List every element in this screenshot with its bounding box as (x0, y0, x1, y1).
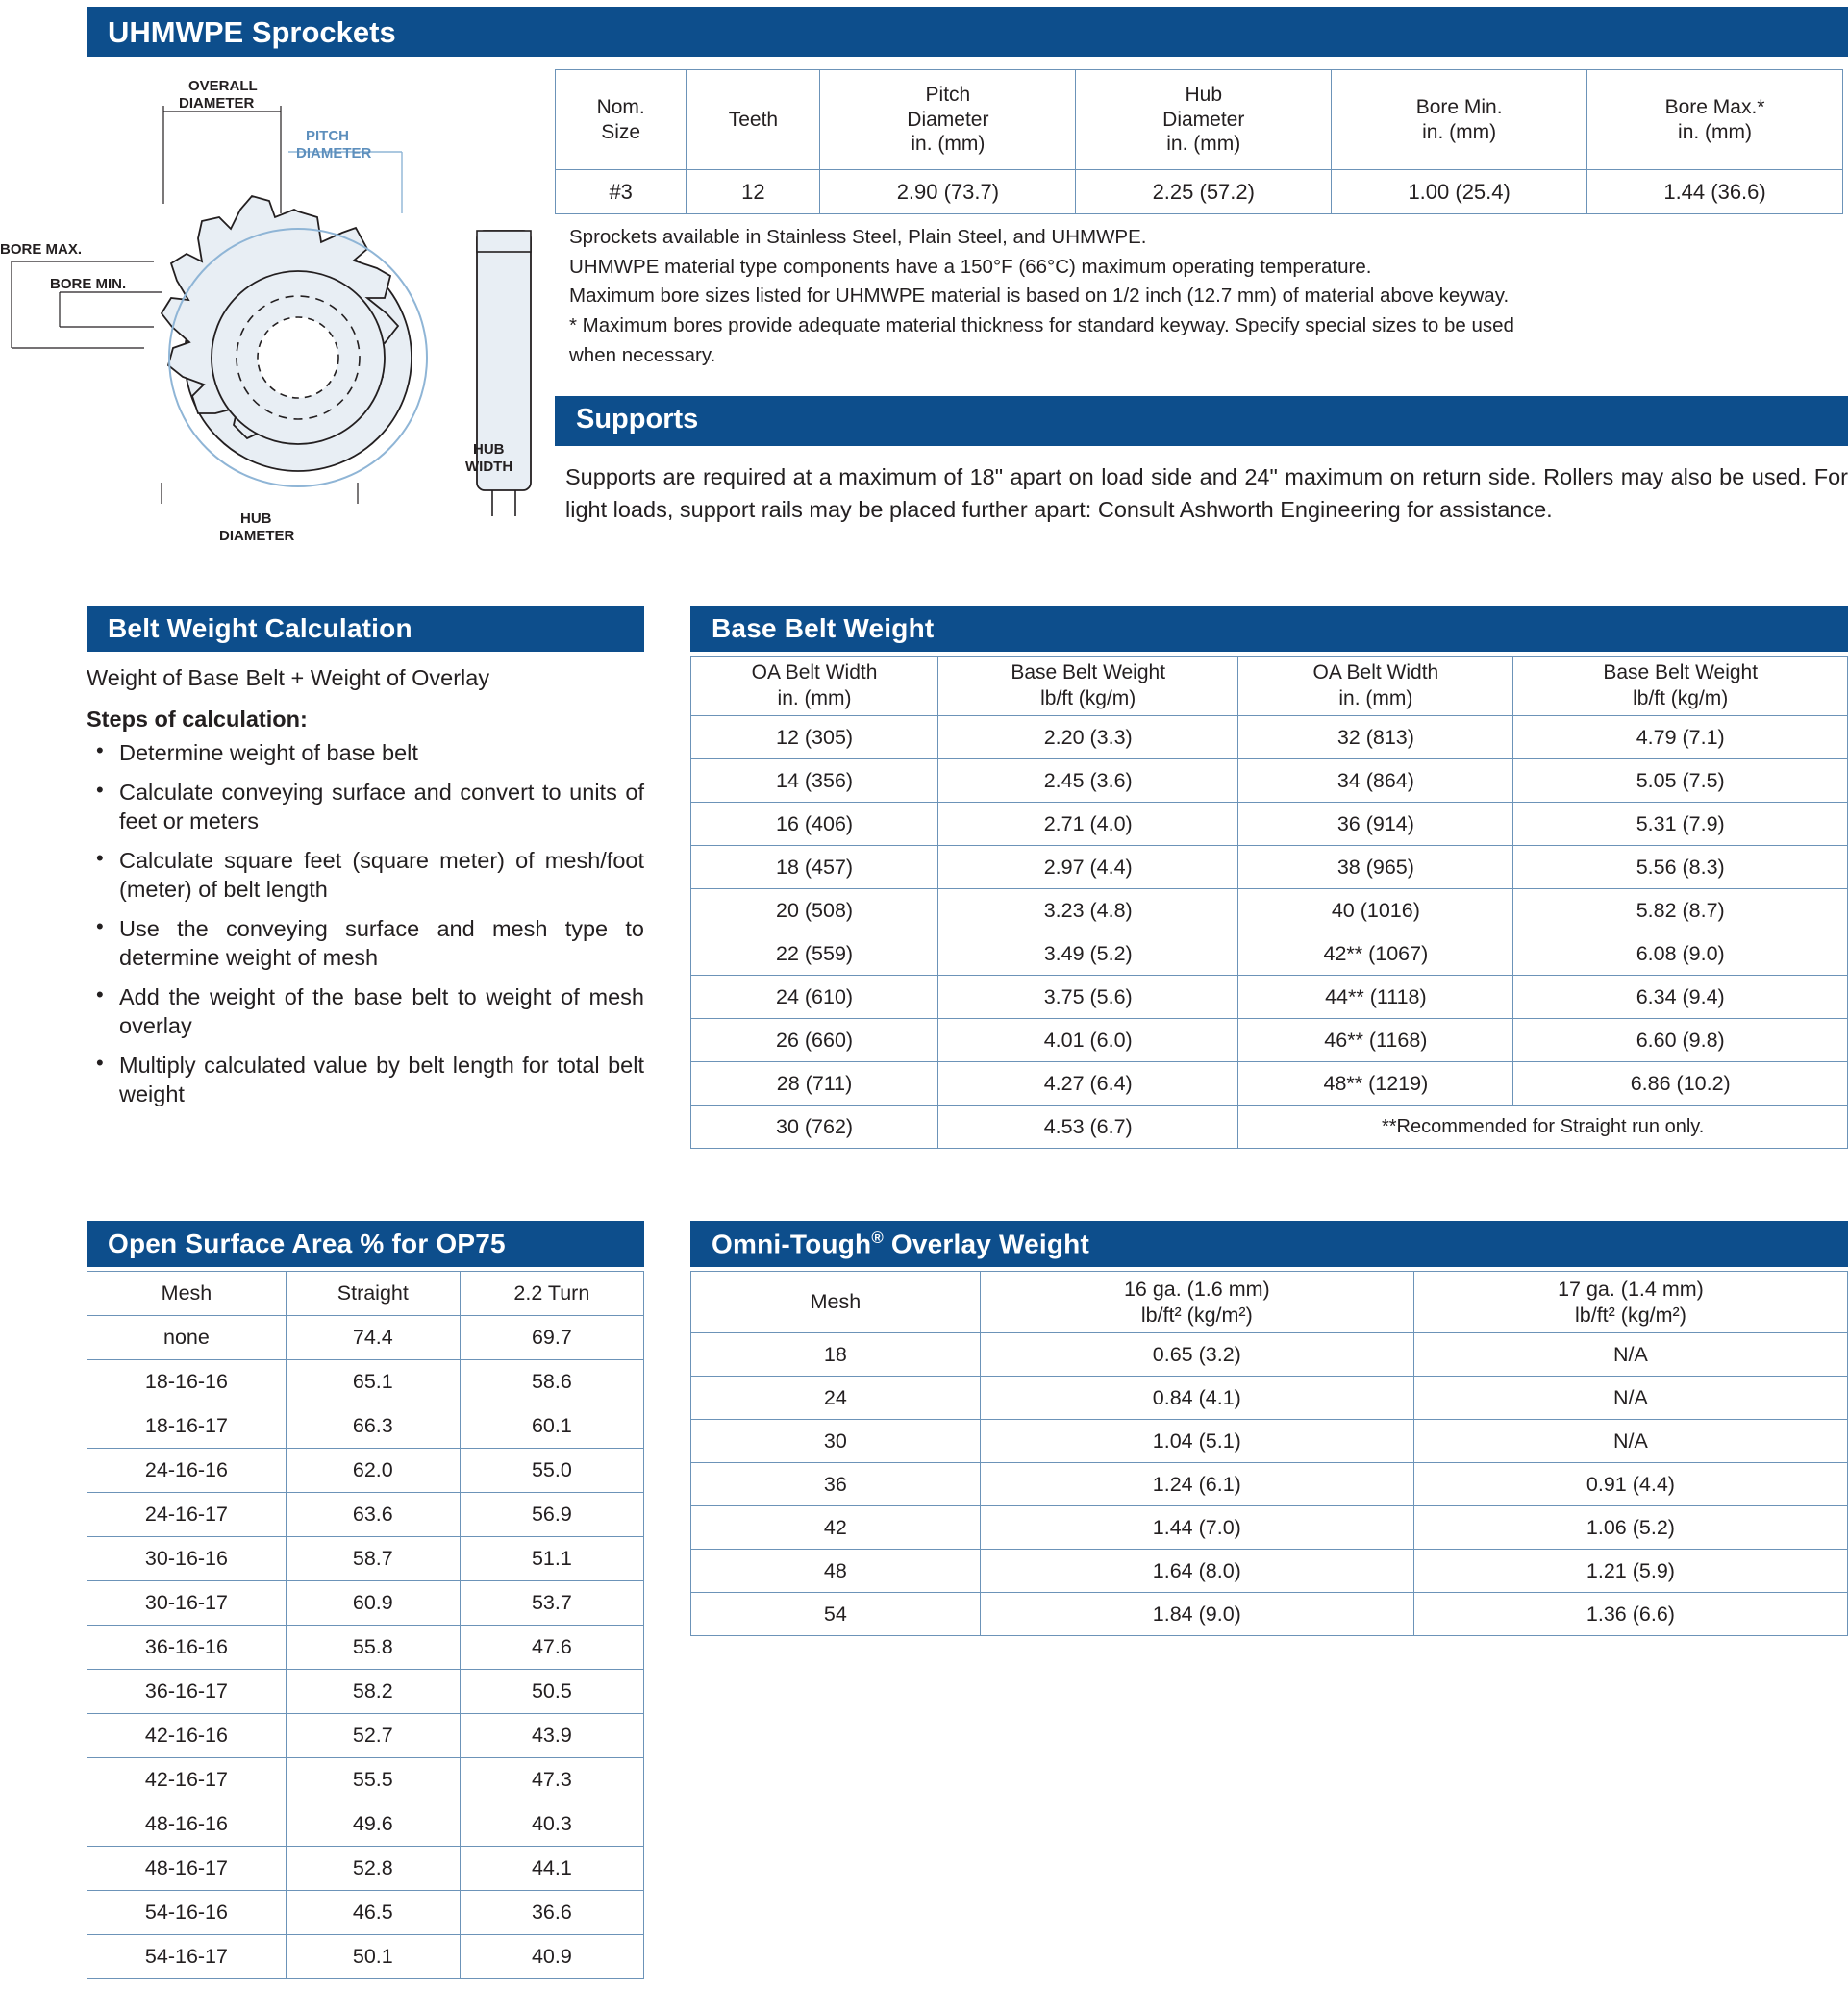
table-row (691, 1550, 1848, 1593)
table-row (87, 1891, 644, 1935)
header-notch (0, 0, 87, 67)
cell: N/A (1413, 1420, 1847, 1463)
cell: 26 (660) (691, 1019, 938, 1062)
cell: 24-16-16 (87, 1449, 287, 1493)
cell: 5.05 (7.5) (1513, 759, 1848, 803)
base-belt-weight-section (690, 606, 1848, 1149)
base-belt-weight-title: Base Belt Weight (712, 613, 935, 643)
page-title: UHMWPE Sprockets (108, 15, 396, 49)
footnote-cell: **Recommended for Straight run only. (1238, 1106, 1848, 1149)
table-row (87, 1626, 644, 1670)
omni-tough-table (690, 1271, 1848, 1636)
cell: 54-16-16 (87, 1891, 287, 1935)
cell: 40.9 (460, 1935, 643, 1979)
cell: 56.9 (460, 1493, 643, 1537)
table-row (691, 976, 1848, 1019)
cell: 18-16-16 (87, 1360, 287, 1404)
table-row (691, 759, 1848, 803)
cell: 1.04 (5.1) (980, 1420, 1413, 1463)
cell: 47.6 (460, 1626, 643, 1670)
table-row (691, 1333, 1848, 1377)
table-row (87, 1802, 644, 1847)
table-row (87, 1758, 644, 1802)
cell: 58.7 (286, 1537, 460, 1581)
cell: 3.75 (5.6) (938, 976, 1238, 1019)
note-line: * Maximum bores provide adequate material thickness for standard keyway. Specify special sizes to be used (569, 314, 1514, 337)
table-row (691, 889, 1848, 932)
open-surface-area-section (87, 1221, 644, 1979)
table-row (691, 1377, 1848, 1420)
cell: 20 (508) (691, 889, 938, 932)
cell: 48-16-16 (87, 1802, 287, 1847)
cell: 42-16-16 (87, 1714, 287, 1758)
label-hub-diameter-line2: DIAMETER (219, 528, 295, 544)
label-overall-diameter-line1: OVERALL (188, 78, 258, 94)
cell: 30-16-17 (87, 1581, 287, 1626)
table-header-row (556, 70, 1843, 170)
cell: 48 (691, 1550, 981, 1593)
note-line: Maximum bore sizes listed for UHMWPE material is based on 1/2 inch (12.7 mm) of material above keyway. (569, 285, 1510, 308)
cell: 1.44 (7.0) (980, 1506, 1413, 1550)
cell: 18 (691, 1333, 981, 1377)
cell: 4.79 (7.1) (1513, 716, 1848, 759)
cell: 0.84 (4.1) (980, 1377, 1413, 1420)
supports-text: Supports are required at a maximum of 18" apart on load side and 24" maximum on return side. Rollers may also be used. For light loads, support rails may be placed further apart: Consult Ashworth Engineering for assistance. (565, 464, 1848, 522)
cell: 24 (691, 1377, 981, 1420)
omni-tough-title (690, 1229, 1089, 1259)
table-row (87, 1714, 644, 1758)
col-16ga: 16 ga. (1.6 mm) lb/ft² (kg/m²) (980, 1272, 1413, 1333)
cell: 40 (1016) (1238, 889, 1513, 932)
list-item: • Calculate square feet (square meter) of mesh/foot (meter) of belt length (87, 846, 644, 905)
table-row (87, 1537, 644, 1581)
cell: 18 (457) (691, 846, 938, 889)
col-teeth: Teeth (687, 70, 820, 170)
cell: 42-16-17 (87, 1758, 287, 1802)
cell: 1.84 (9.0) (980, 1593, 1413, 1636)
cell: 1.21 (5.9) (1413, 1550, 1847, 1593)
cell: N/A (1413, 1377, 1847, 1420)
col-oa-belt-width-1: OA Belt Width in. (mm) (691, 657, 938, 716)
cell: 43.9 (460, 1714, 643, 1758)
cell: 6.08 (9.0) (1513, 932, 1848, 976)
base-belt-weight-header (690, 606, 1848, 652)
sprocket-spec-table (555, 69, 1843, 214)
table-row (87, 1316, 644, 1360)
cell: 55.5 (286, 1758, 460, 1802)
cell: 5.82 (8.7) (1513, 889, 1848, 932)
label-pitch-diameter-line1: PITCH (306, 128, 349, 144)
cell: 36 (691, 1463, 981, 1506)
cell: 2.97 (4.4) (938, 846, 1238, 889)
cell: 28 (711) (691, 1062, 938, 1106)
cell: 5.56 (8.3) (1513, 846, 1848, 889)
list-item: • Use the conveying surface and mesh type to determine weight of mesh (87, 914, 644, 973)
cell: 60.1 (460, 1404, 643, 1449)
omni-tough-header (690, 1221, 1848, 1267)
cell: 3.49 (5.2) (938, 932, 1238, 976)
cell-bore-max: 1.44 (36.6) (1587, 170, 1843, 214)
cell: 65.1 (286, 1360, 460, 1404)
registered-mark: ® (871, 1228, 884, 1247)
cell: 44.1 (460, 1847, 643, 1891)
cell: 5.31 (7.9) (1513, 803, 1848, 846)
cell: 0.65 (3.2) (980, 1333, 1413, 1377)
col-mesh: Mesh (691, 1272, 981, 1333)
cell: 50.5 (460, 1670, 643, 1714)
table-row (87, 1670, 644, 1714)
col-bore-max: Bore Max.* in. (mm) (1587, 70, 1843, 170)
cell: 74.4 (286, 1316, 460, 1360)
cell: 24 (610) (691, 976, 938, 1019)
table-row (691, 1106, 1848, 1149)
cell: 1.06 (5.2) (1413, 1506, 1847, 1550)
cell: 46.5 (286, 1891, 460, 1935)
omni-tough-overlay-weight-section (690, 1221, 1848, 1636)
cell: 63.6 (286, 1493, 460, 1537)
cell: 54-16-17 (87, 1935, 287, 1979)
label-bore-min: BORE MIN. (50, 276, 127, 292)
cell: 1.36 (6.6) (1413, 1593, 1847, 1636)
label-hub-diameter-line1: HUB (240, 510, 272, 527)
supports-title: Supports (576, 404, 699, 435)
sprocket-notes (569, 223, 1848, 371)
cell: 4.27 (6.4) (938, 1062, 1238, 1106)
cell: 44** (1118) (1238, 976, 1513, 1019)
cell: 1.24 (6.1) (980, 1463, 1413, 1506)
cell: 32 (813) (1238, 716, 1513, 759)
table-row (691, 1593, 1848, 1636)
cell: 0.91 (4.4) (1413, 1463, 1847, 1506)
cell: 36-16-16 (87, 1626, 287, 1670)
cell: 36.6 (460, 1891, 643, 1935)
col-oa-belt-width-2: OA Belt Width in. (mm) (1238, 657, 1513, 716)
table-row (691, 1506, 1848, 1550)
note-line: UHMWPE material type components have a 150°F (66°C) maximum operating temperature. (569, 255, 1372, 278)
cell: 58.6 (460, 1360, 643, 1404)
cell: 52.7 (286, 1714, 460, 1758)
cell: none (87, 1316, 287, 1360)
cell: 46** (1168) (1238, 1019, 1513, 1062)
cell: 2.20 (3.3) (938, 716, 1238, 759)
cell: 16 (406) (691, 803, 938, 846)
open-surface-area-header (87, 1221, 644, 1267)
table-row (87, 1935, 644, 1979)
label-pitch-diameter-line2: DIAMETER (296, 145, 372, 162)
table-row (87, 1493, 644, 1537)
table-row (87, 1449, 644, 1493)
table-row (691, 1062, 1848, 1106)
col-nom-size: Nom. Size (556, 70, 687, 170)
cell: 24-16-17 (87, 1493, 287, 1537)
list-item: • Multiply calculated value by belt length for total belt weight (87, 1051, 644, 1109)
table-row (87, 1581, 644, 1626)
cell: 51.1 (460, 1537, 643, 1581)
col-17ga: 17 ga. (1.4 mm) lb/ft² (kg/m²) (1413, 1272, 1847, 1333)
cell: 6.34 (9.4) (1513, 976, 1848, 1019)
table-row (691, 1019, 1848, 1062)
cell: 1.64 (8.0) (980, 1550, 1413, 1593)
cell: 48-16-17 (87, 1847, 287, 1891)
cell: 36-16-17 (87, 1670, 287, 1714)
cell: 42 (691, 1506, 981, 1550)
belt-weight-calculation-title: Belt Weight Calculation (108, 613, 412, 643)
col-mesh: Mesh (87, 1272, 287, 1316)
cell: 62.0 (286, 1449, 460, 1493)
cell: 6.86 (10.2) (1513, 1062, 1848, 1106)
cell: 6.60 (9.8) (1513, 1019, 1848, 1062)
cell: 34 (864) (1238, 759, 1513, 803)
table-row (691, 932, 1848, 976)
label-bore-max: BORE MAX. (0, 241, 83, 258)
cell: 58.2 (286, 1670, 460, 1714)
cell: 60.9 (286, 1581, 460, 1626)
note-line: Sprockets available in Stainless Steel, Plain Steel, and UHMWPE. (569, 226, 1147, 248)
col-base-belt-weight-2: Base Belt Weight lb/ft (kg/m) (1513, 657, 1848, 716)
cell: 50.1 (286, 1935, 460, 1979)
cell: 14 (356) (691, 759, 938, 803)
table-row (691, 846, 1848, 889)
cell: 30-16-16 (87, 1537, 287, 1581)
sprockets-header-band (0, 0, 1846, 67)
cell: 40.3 (460, 1802, 643, 1847)
table-row (87, 1404, 644, 1449)
cell-hub-diameter: 2.25 (57.2) (1076, 170, 1332, 214)
col-pitch-diameter: Pitch Diameter in. (mm) (820, 70, 1076, 170)
omni-tough-title-main: Omni-Tough (712, 1229, 872, 1259)
cell: 30 (691, 1420, 981, 1463)
supports-header-bar (555, 396, 1848, 446)
cell-teeth: 12 (687, 170, 820, 214)
steps-title: Steps of calculation: (87, 707, 308, 732)
cell: 55.8 (286, 1626, 460, 1670)
cell: N/A (1413, 1333, 1847, 1377)
belt-weight-intro: Weight of Base Belt + Weight of Overlay (87, 665, 490, 690)
cell: 3.23 (4.8) (938, 889, 1238, 932)
open-surface-area-table (87, 1271, 644, 1979)
cell: 2.71 (4.0) (938, 803, 1238, 846)
cell: 4.53 (6.7) (938, 1106, 1238, 1149)
cell: 4.01 (6.0) (938, 1019, 1238, 1062)
table-row (691, 1420, 1848, 1463)
cell: 53.7 (460, 1581, 643, 1626)
open-surface-area-title: Open Surface Area % for OP75 (108, 1229, 506, 1258)
table-row (87, 1847, 644, 1891)
cell: 42** (1067) (1238, 932, 1513, 976)
table-row (691, 716, 1848, 759)
cell-nom-size: #3 (556, 170, 687, 214)
col-base-belt-weight-1: Base Belt Weight lb/ft (kg/m) (938, 657, 1238, 716)
cell: 22 (559) (691, 932, 938, 976)
table-row (87, 1360, 644, 1404)
cell-pitch-diameter: 2.90 (73.7) (820, 170, 1076, 214)
label-hub-width-line1: HUB (473, 441, 505, 458)
belt-weight-calculation-section (87, 606, 644, 1119)
cell: 66.3 (286, 1404, 460, 1449)
cell: 30 (762) (691, 1106, 938, 1149)
list-item: • Add the weight of the base belt to weight of mesh overlay (87, 982, 644, 1041)
cell: 36 (914) (1238, 803, 1513, 846)
table-row (691, 1463, 1848, 1506)
cell: 18-16-17 (87, 1404, 287, 1449)
cell: 38 (965) (1238, 846, 1513, 889)
label-overall-diameter-line2: DIAMETER (179, 95, 255, 112)
cell: 47.3 (460, 1758, 643, 1802)
list-item: • Calculate conveying surface and convert to units of feet or meters (87, 778, 644, 836)
cell: 54 (691, 1593, 981, 1636)
col-straight: Straight (286, 1272, 460, 1316)
col-hub-diameter: Hub Diameter in. (mm) (1076, 70, 1332, 170)
table-header-row (691, 1272, 1848, 1333)
col-bore-min: Bore Min. in. (mm) (1332, 70, 1587, 170)
table-header-row (87, 1272, 644, 1316)
cell: 52.8 (286, 1847, 460, 1891)
belt-weight-calculation-header (87, 606, 644, 652)
cell: 55.0 (460, 1449, 643, 1493)
note-line: when necessary. (569, 343, 716, 366)
omni-tough-title-tail: Overlay Weight (883, 1229, 1090, 1259)
table-row (691, 803, 1848, 846)
cell: 2.45 (3.6) (938, 759, 1238, 803)
cell: 12 (305) (691, 716, 938, 759)
col-22-turn: 2.2 Turn (460, 1272, 643, 1316)
cell: 48** (1219) (1238, 1062, 1513, 1106)
table-header-row (691, 657, 1848, 716)
cell-bore-min: 1.00 (25.4) (1332, 170, 1587, 214)
cell: 49.6 (286, 1802, 460, 1847)
table-row (556, 170, 1843, 214)
list-item: • Determine weight of base belt (87, 738, 644, 768)
base-belt-weight-table (690, 656, 1848, 1149)
supports-header-band (555, 396, 1848, 446)
sprocket-diagram (0, 69, 548, 544)
label-hub-width-line2: WIDTH (465, 459, 513, 475)
cell: 69.7 (460, 1316, 643, 1360)
steps-list (87, 738, 644, 1109)
